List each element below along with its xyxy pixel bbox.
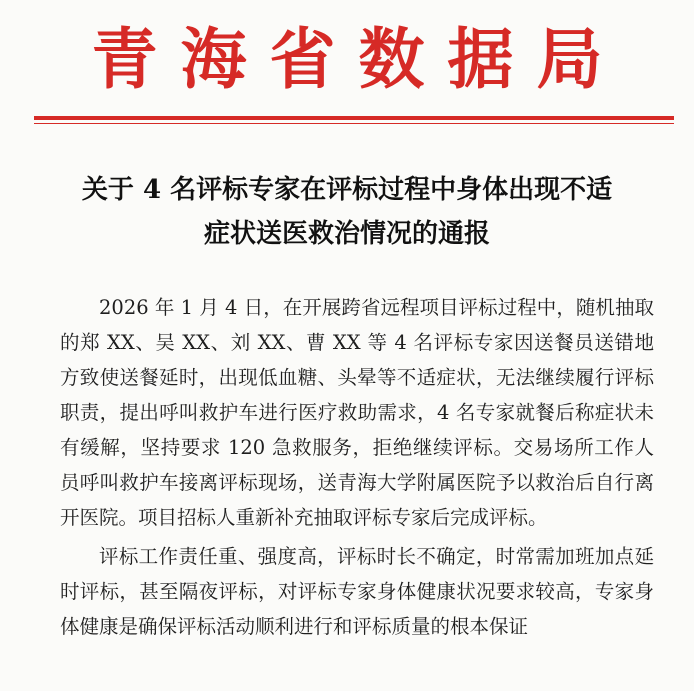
document-body [60,290,654,648]
letterhead-title: 青海省数据局 [91,20,626,98]
body-paragraph-2: 评标工作责任重、强度高，评标时长不确定，时常需加班加点延时评标，甚至隔夜评标，对评标专家身体健康状况要求较高，专家身体健康是确保评标活动顺利进行和评标质量的根本保证 [60,545,654,638]
letterhead-red-rule-thin [34,123,674,124]
letterhead-red-rule-thick [34,116,674,120]
document-title [40,168,654,256]
document-title-line-1: 关于 4 名评标专家在评标过程中身体出现不适 [81,175,613,205]
body-paragraph-1: 2026 年 1 月 4 日，在开展跨省远程项目评标过程中，随机抽取的郑 XX、吴 XX、刘 XX、曹 XX 等 4 名评标专家因送餐员送错地方致使送餐延时，出现低血糖、头晕等不适症状，无法继续履行评标职责，提出呼叫救护车进行医疗救助需求，4 名专家就餐后称症状未有缓解，坚持要求 120 急救服务，拒绝继续评标。交易场所工作人员呼叫救护车接离评标现场，送青海大学附属医院予以救治后自行离开医院。项目招标人重新补充抽取评标专家后完成评标。 [60,296,654,529]
document-title-line-2: 症状送医救治情况的通报 [203,219,490,249]
